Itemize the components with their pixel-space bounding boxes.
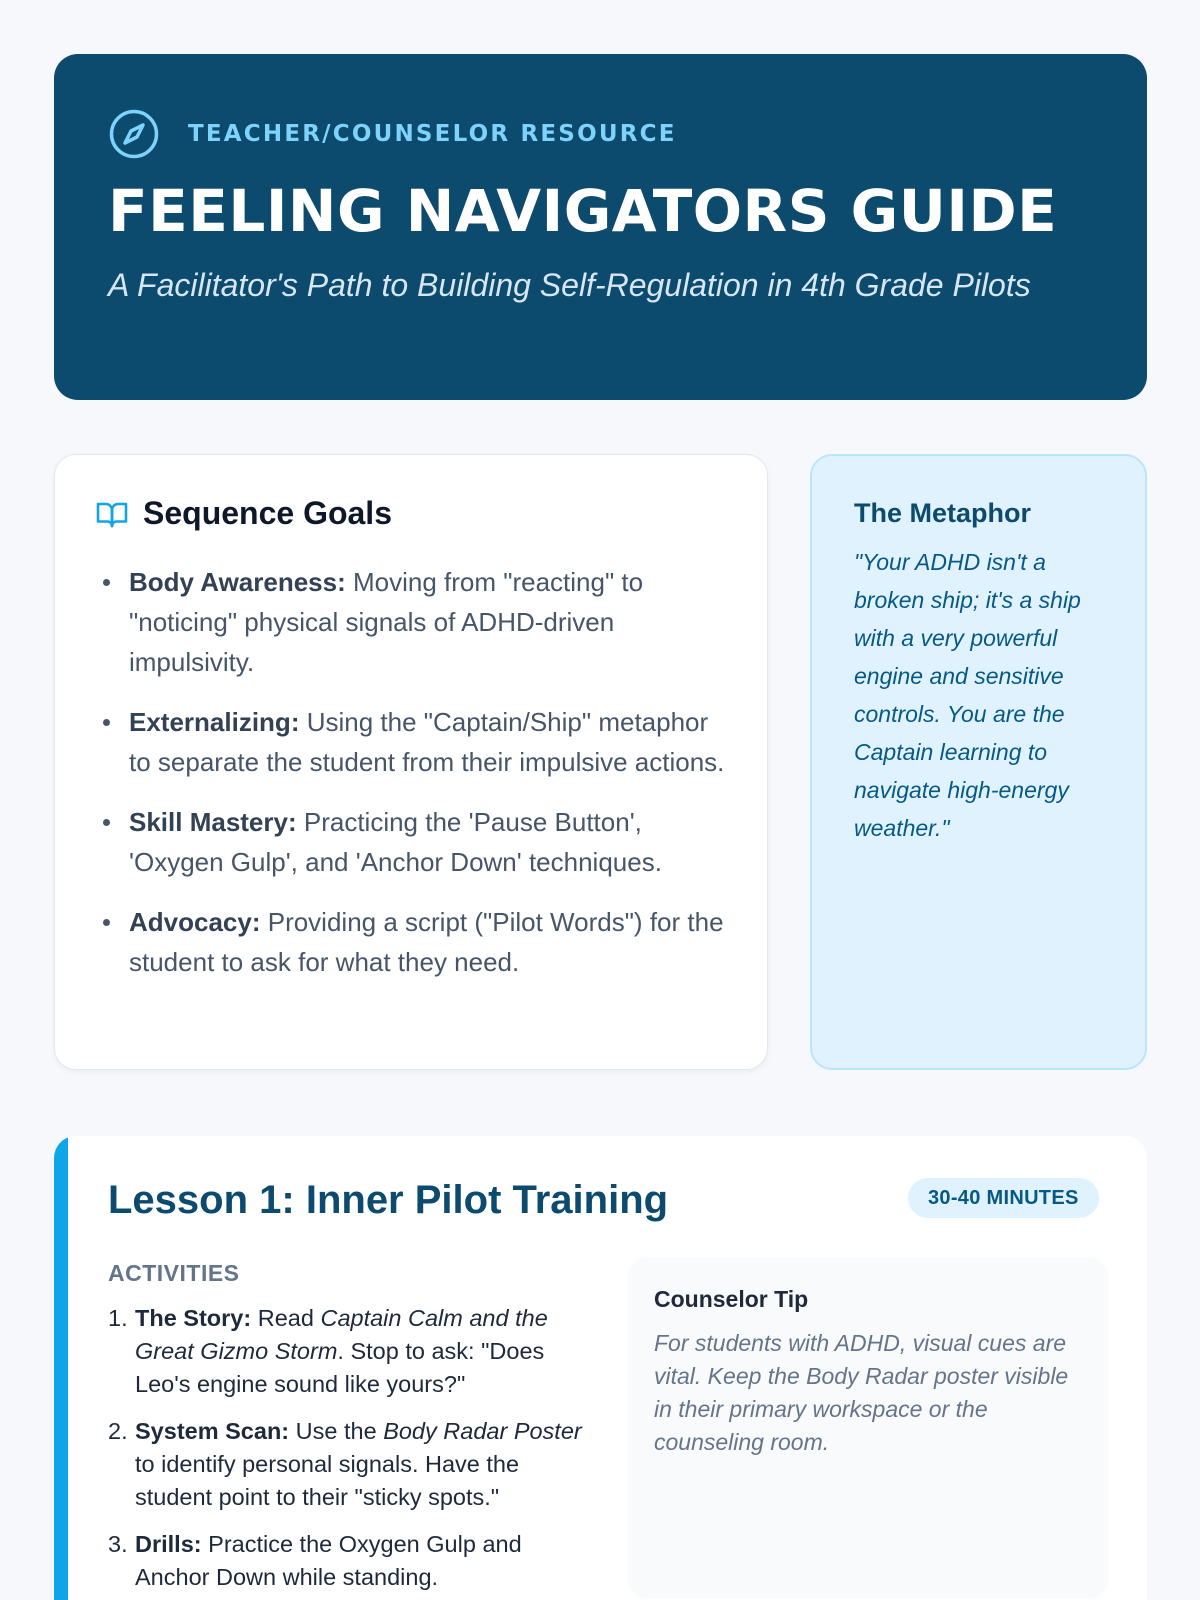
tip-text: For students with ADHD, visual cues are vital. Keep the Body Radar poster visible in their primary workspace or the counseling room.	[654, 1330, 1069, 1455]
page-subtitle: A Facilitator's Path to Building Self-Regulation in 4th Grade Pilots	[108, 266, 1031, 303]
resource-eyebrow	[108, 108, 1093, 160]
counselor-tip-card	[628, 1258, 1108, 1598]
lesson-card	[54, 1136, 1147, 1600]
lesson-accent-bar	[54, 1136, 68, 1600]
metaphor-title: The Metaphor	[854, 498, 1032, 528]
goals-heading	[95, 495, 727, 532]
activities-list	[108, 1302, 588, 1600]
page-title: FEELING NAVIGATORS GUIDE	[108, 177, 1058, 245]
goals-list	[95, 562, 727, 982]
lesson-title: Lesson 1: Inner Pilot Training	[108, 1178, 669, 1222]
activity-item: 2. System Scan: Use the Body Radar Poster to identify personal signals. Have the student point to their "sticky spots."	[108, 1418, 582, 1510]
book-open-icon	[95, 497, 129, 531]
eyebrow-label: TEACHER/COUNSELOR RESOURCE	[188, 121, 677, 147]
goal-item: Externalizing: Using the "Captain/Ship" metaphor to separate the student from their impulsive actions.	[129, 702, 729, 782]
activity-item: 1. The Story: Read Captain Calm and the Great Gizmo Storm. Stop to ask: "Does Leo's engine sound like yours?"	[108, 1305, 548, 1397]
sequence-goals-card	[54, 454, 768, 1070]
activities-label: ACTIVITIES	[108, 1260, 240, 1286]
duration-badge: 30-40 MINUTES	[908, 1178, 1099, 1218]
goal-item: Skill Mastery: Practicing the 'Pause Button', 'Oxygen Gulp', and 'Anchor Down' techniques.	[129, 802, 729, 882]
metaphor-quote: "Your ADHD isn't a broken ship; it's a ship with a very powerful engine and sensitive controls. You are the Captain learning to navigate high-energy weather."	[854, 549, 1081, 841]
metaphor-card	[810, 454, 1147, 1070]
header-banner	[54, 54, 1147, 400]
goals-title: Sequence Goals	[143, 495, 392, 531]
compass-icon	[108, 108, 160, 160]
goal-item: Advocacy: Providing a script ("Pilot Words") for the student to ask for what they need.	[129, 902, 729, 982]
tip-title: Counselor Tip	[654, 1286, 809, 1312]
activity-item: 3. Drills: Practice the Oxygen Gulp and Anchor Down while standing.	[108, 1531, 522, 1590]
goal-item: Body Awareness: Moving from "reacting" to "noticing" physical signals of ADHD-driven impulsivity.	[129, 562, 729, 682]
